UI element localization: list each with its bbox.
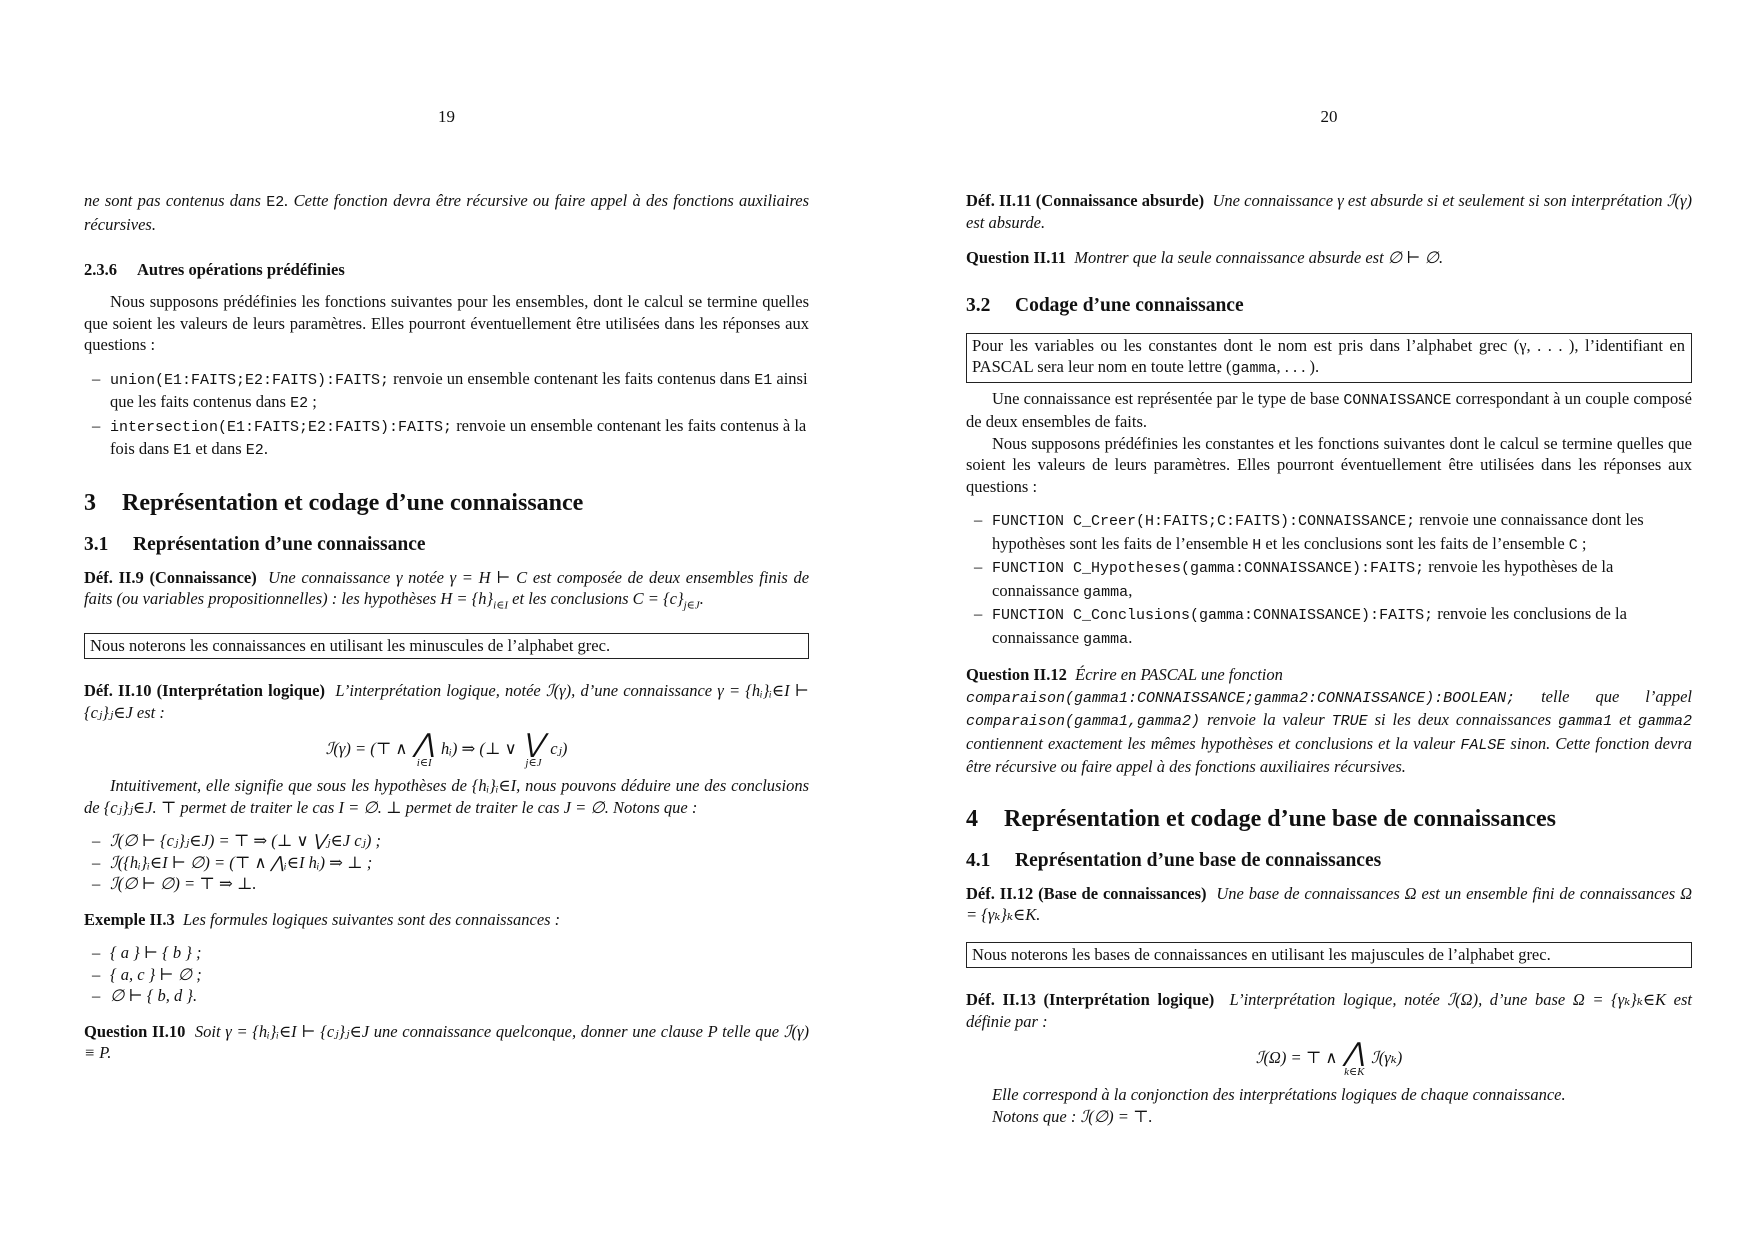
page-right bbox=[966, 0, 1692, 1240]
example-formulas-list bbox=[84, 942, 809, 1007]
notation-box-lowercase: Nous noterons les connaissances en utilisant les minuscules de l’alphabet grec. bbox=[84, 633, 809, 660]
big-vee-operator: ⋁ j∈J bbox=[522, 729, 545, 770]
predefined-intro-paragraph: Nous supposons prédéfinies les fonctions suivantes pour les ensembles, dont le calcul se termine quelles que soient les valeurs de leurs paramètres. Elles pourront éventuellement être utilisées dans les réponses aux questions : bbox=[84, 292, 809, 354]
list-item: – { a } ⊢ { b } ; bbox=[110, 942, 809, 964]
list-item: – ℐ({hᵢ}ᵢ∈I ⊢ ∅) = (⊤ ∧ ⋀ᵢ∈I hᵢ) ⇒ ⊥ ; bbox=[110, 852, 809, 874]
predefined-functions-paragraph: Nous supposons prédéfinies les constantes et les fonctions suivantes dont le calcul se termine quelles que soient les valeurs de leurs paramètres. Elles pourront éventuellement être utilisées dans les réponses aux questions : bbox=[966, 433, 1692, 496]
list-item-intersection: – intersection(E1:FAITS;E2:FAITS):FAITS; renvoie un ensemble contenant les faits contenus à la fois dans E1 et dans E2. bbox=[110, 415, 809, 462]
subsection-heading-4-1: 4.1 Représentation d’une base de connaissances bbox=[966, 849, 1382, 871]
type-paragraph: Une connaissance est représentée par le type de base CONNAISSANCE correspondant à un couple composé de deux ensembles de faits. bbox=[966, 388, 1692, 431]
question-ii-12: Question II.12 Écrire en PASCAL une fonction comparaison(gamma1:CONNAISSANCE;gamma2:CONNAISSANCE):BOOLEAN; telle que l’appel comparaison(gamma1,gamma2) renvoie la valeur TRUE si les deux connaissances gamma1 et gamma2 contiennent exactement les mêmes hypothèses et conclusions et la valeur FALSE sinon. Cette fonction devra être récursive ou faire appel à des fonctions auxiliaires récursives. bbox=[966, 665, 1692, 776]
list-item: – { a, c } ⊢ ∅ ; bbox=[110, 964, 809, 986]
set-functions-list bbox=[84, 368, 809, 462]
list-item-c-conclusions: – FUNCTION C_Conclusions(gamma:CONNAISSANCE):FAITS; renvoie les conclusions de la connaissance gamma. bbox=[992, 603, 1692, 650]
page-number: 19 bbox=[438, 107, 455, 126]
continued-paragraph: ne sont pas contenus dans E2. Cette fonction devra être récursive ou faire appel à des fonctions auxiliaires récursives. bbox=[84, 191, 810, 234]
closing-line-2: Notons que : ℐ(∅) = ⊤. bbox=[992, 1106, 1153, 1126]
question-ii-11: Question II.11 Montrer que la seule connaissance absurde est ∅ ⊢ ∅. bbox=[966, 248, 1444, 267]
definition-ii-12: Déf. II.12 (Base de connaissances) Une base de connaissances Ω est un ensemble fini de connaissances Ω = {γₖ}ₖ∈K. bbox=[966, 883, 1693, 924]
list-item-union: – union(E1:FAITS;E2:FAITS):FAITS; renvoie un ensemble contenant les faits contenus dans E1 ainsi que les faits contenus dans E2 ; bbox=[110, 368, 809, 415]
notation-box-uppercase: Nous noterons les bases de connaissances en utilisant les majuscules de l’alphabet grec. bbox=[966, 942, 1692, 969]
definition-ii-11: Déf. II.11 (Connaissance absurde) Une connaissance γ est absurde si et seulement si son interprétation ℐ(γ) est absurde. bbox=[966, 191, 1692, 232]
list-item-c-creer: – FUNCTION C_Creer(H:FAITS;C:FAITS):CONNAISSANCE; renvoie une connaissance dont les hypothèses sont les faits de l’ensemble H et les conclusions sont les faits de l’ensemble C ; bbox=[992, 509, 1692, 556]
page-number: 20 bbox=[1320, 107, 1338, 126]
definition-ii-10: Déf. II.10 (Interprétation logique) L’interprétation logique, notée ℐ(γ), d’une connaissance γ = {hᵢ}ᵢ∈I ⊢ {cⱼ}ⱼ∈J est : bbox=[84, 681, 809, 722]
equation-base-interpretation: ℐ(Ω) = ⊤ ∧ ⋀ k∈K ℐ(γₖ) bbox=[1255, 1038, 1403, 1078]
closing-line-1: Elle correspond à la conjonction des interprétations logiques de chaque connaissance. bbox=[992, 1085, 1566, 1104]
list-item: – ℐ(∅ ⊢ {cⱼ}ⱼ∈J) = ⊤ ⇒ (⊥ ∨ ⋁ⱼ∈J cⱼ) ; bbox=[110, 830, 809, 852]
section-heading-4: 4 Représentation et codage d’une base de connaissances bbox=[966, 805, 1556, 832]
section-heading-3: 3 Représentation et codage d’une connaissance bbox=[84, 489, 584, 516]
greek-identifier-box: Pour les variables ou les constantes dont le nom est pris dans l’alphabet grec (γ, . . . ), l’identifiant en PASCAL sera leur nom en toute lettre (gamma, . . . ). bbox=[966, 333, 1692, 383]
subsubsection-heading: 2.3.6 Autres opérations prédéfinies bbox=[84, 260, 345, 279]
subsection-heading-3-2: 3.2 Codage d’une connaissance bbox=[966, 294, 1244, 316]
subsection-heading-3-1: 3.1 Représentation d’une connaissance bbox=[84, 533, 426, 555]
connaissance-functions-list bbox=[966, 509, 1692, 650]
list-item: – ℐ(∅ ⊢ ∅) = ⊤ ⇒ ⊥. bbox=[110, 873, 809, 895]
big-wedge-operator: ⋀ i∈I bbox=[413, 729, 435, 770]
example-ii-3: Exemple II.3 Les formules logiques suivantes sont des connaissances : bbox=[84, 909, 561, 929]
interpretation-cases-list bbox=[84, 830, 809, 895]
equation-interpretation: ℐ(γ) = (⊤ ∧ ⋀ i∈I hᵢ) ⇒ (⊥ ∨ ⋁ j∈J cⱼ) bbox=[325, 729, 568, 770]
list-item: – ∅ ⊢ { b, d }. bbox=[110, 985, 809, 1007]
definition-ii-9: Déf. II.9 (Connaissance) Une connaissance γ notée γ = H ⊢ C est composée de deux ensembles finis de faits (ou variables propositionnelles) : les hypothèses $H = \{h\}_{i\in I}$ et les conclusions $C = \{c\}_{j\in J}$. bbox=[84, 567, 810, 612]
big-wedge-operator: ⋀ k∈K bbox=[1343, 1038, 1365, 1078]
list-item-c-hypotheses: – FUNCTION C_Hypotheses(gamma:CONNAISSANCE):FAITS; renvoie les hypothèses de la connaissance gamma, bbox=[992, 556, 1692, 603]
definition-ii-13: Déf. II.13 (Interprétation logique) L’interprétation logique, notée ℐ(Ω), d’une base Ω = {γₖ}ₖ∈K est définie par : bbox=[966, 990, 1692, 1031]
page-left bbox=[84, 0, 809, 1240]
question-ii-10: Question II.10 Soit γ = {hᵢ}ᵢ∈I ⊢ {cⱼ}ⱼ∈J une connaissance quelconque, donner une clause P telle que ℐ(γ) ≡ P. bbox=[84, 1021, 809, 1063]
intuition-paragraph: Intuitivement, elle signifie que sous les hypothèses de {hᵢ}ᵢ∈I, nous pouvons déduire une des conclusions de {cⱼ}ⱼ∈J. ⊤ permet de traiter le cas I = ∅. ⊥ permet de traiter le cas J = ∅. Notons que : bbox=[84, 776, 809, 817]
